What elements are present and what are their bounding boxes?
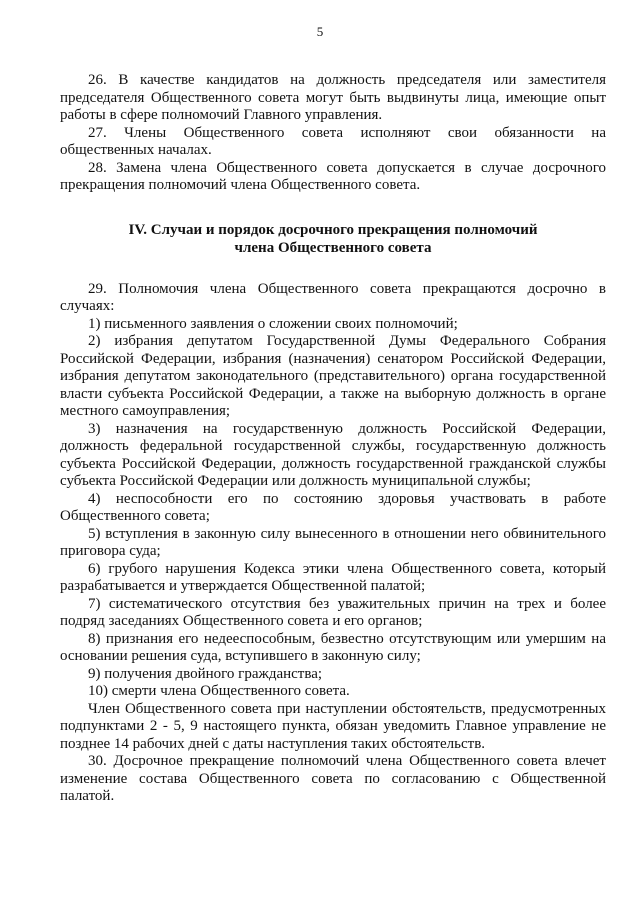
paragraph-28: 28. Замена члена Общественного совета допускается в случае досрочного прекращения полномочий члена Общественного совета. (60, 159, 606, 193)
list-item-2: 2) избрания депутатом Государственной Думы Федерального Собрания Российской Федерации, избрания (назначения) сенатором Российской Федерации, избрания депутатом законодательного (представительного) органа государственной власти субъекта Российской Федерации, а также на выборную должность в органе местного самоуправления; (60, 333, 606, 419)
list-item-8: 8) признания его недееспособным, безвестно отсутствующим или умершим на основании решения суда, вступившего в законную силу; (60, 630, 606, 664)
section-heading (60, 221, 606, 257)
list-item-6: 6) грубого нарушения Кодекса этики члена Общественного совета, который разрабатывается и утверждается Общественной палатой; (60, 560, 606, 594)
list-item-7: 7) систематического отсутствия без уважительных причин на трех и более подряд заседаниях Общественного совета и его органов; (60, 595, 606, 629)
paragraph-30: 30. Досрочное прекращение полномочий члена Общественного совета влечет изменение состава Общественного совета по согласованию с Общественной палатой. (60, 753, 606, 804)
paragraph-29: 29. Полномочия члена Общественного совета прекращаются досрочно в случаях: (60, 280, 606, 314)
document-body (60, 72, 606, 806)
list-item-3: 3) назначения на государственную должность Российской Федерации, должность федеральной государственной службы, государственную должность субъекта Российской Федерации, должность государственной гражданской службы субъекта Российской Федерации или должность муниципальной службы; (60, 420, 606, 489)
paragraph-27: 27. Члены Общественного совета исполняют свои обязанности на общественных началах. (60, 124, 606, 158)
list-item-5: 5) вступления в законную силу вынесенного в отношении него обвинительного приговора суда; (60, 525, 606, 559)
member-notification-paragraph: Член Общественного совета при наступлении обстоятельств, предусмотренных подпунктами 2 - 5, 9 настоящего пункта, обязан уведомить Главное управление не позднее 14 рабочих дней с даты наступления таких обстоятельств. (60, 700, 606, 752)
page-number: 5 (316, 24, 324, 39)
list-item-9: 9) получения двойного гражданства; (88, 665, 323, 682)
section-heading-line-2: члена Общественного совета (234, 239, 432, 256)
paragraph-26: 26. В качестве кандидатов на должность председателя или заместителя председателя Общественного совета могут быть выдвинуты лица, имеющие опыт работы в сфере полномочий Главного управления. (60, 72, 606, 123)
section-heading-line-1: IV. Случаи и порядок досрочного прекращения полномочий (128, 221, 538, 238)
list-item-1: 1) письменного заявления о сложении своих полномочий; (88, 315, 458, 332)
list-item-10: 10) смерти члена Общественного совета. (88, 683, 350, 699)
list-item-4: 4) неспособности его по состоянию здоровья участвовать в работе Общественного совета; (60, 490, 606, 524)
